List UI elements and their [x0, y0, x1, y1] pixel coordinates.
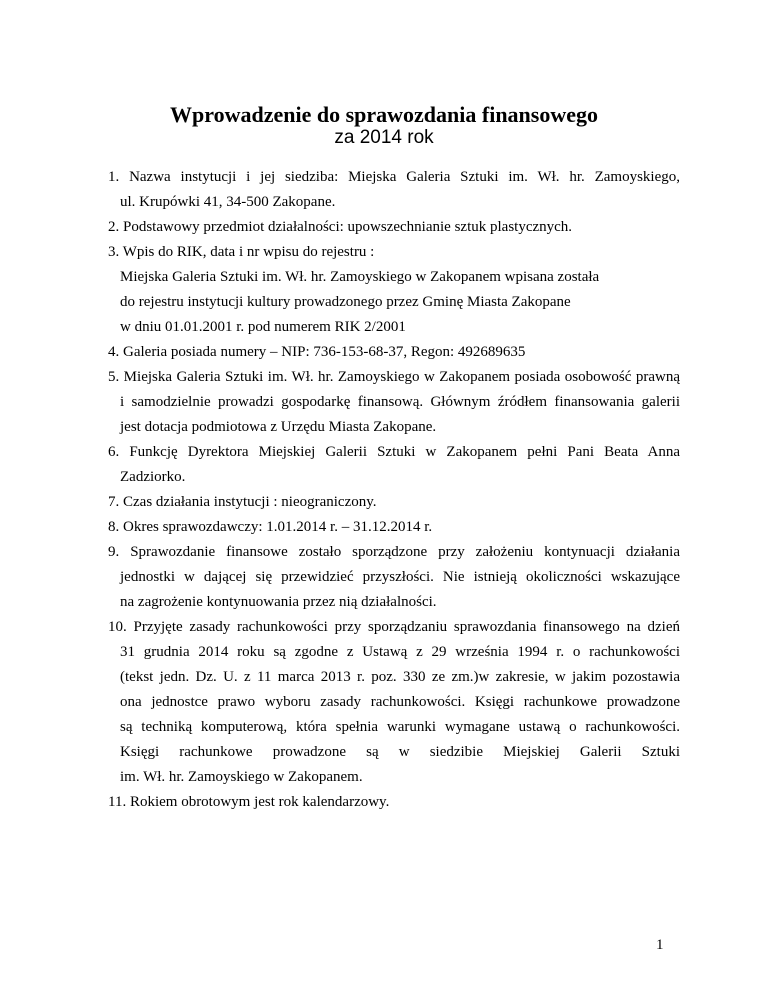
list-item — [108, 790, 680, 815]
list-item-line: 1. Nazwa instytucji i jej siedziba: Miejska Galeria Sztuki im. Wł. hr. Zamoyskiego, — [108, 169, 680, 185]
list-item-line: 3. Wpis do RIK, data i nr wpisu do rejestru : — [108, 244, 375, 260]
list-item-line: im. Wł. hr. Zamoyskiego w Zakopanem. — [120, 769, 363, 785]
list-item-line: 31 grudnia 2014 roku są zgodne z Ustawą z 29 września 1994 r. o rachunkowości — [120, 644, 680, 660]
list-item-line: w dniu 01.01.2001 r. pod numerem RIK 2/2001 — [120, 319, 406, 335]
list-item-line: są techniką komputerową, która spełnia warunki wymagane ustawą o rachunkowości. — [120, 719, 680, 735]
list-item-line: na zagrożenie kontynuowania przez nią działalności. — [120, 594, 437, 610]
page-number: 1 — [656, 937, 664, 953]
list-item-line: Księgi rachunkowe prowadzone są w siedzibie Miejskiej Galerii Sztuki — [120, 744, 680, 760]
list-item-line: Zadziorko. — [120, 469, 186, 485]
list-item — [108, 615, 680, 790]
list-item — [108, 540, 680, 615]
list-item-line: i samodzielnie prowadzi gospodarkę finansową. Głównym źródłem finansowania galerii — [120, 394, 680, 410]
list-item-line: 5. Miejska Galeria Sztuki im. Wł. hr. Zamoyskiego w Zakopanem posiada osobowość prawną — [108, 369, 680, 385]
list-item-line: jednostki w dającej się przewidzieć przyszłości. Nie istnieją okoliczności wskazujące — [120, 569, 680, 585]
list-item-line: ul. Krupówki 41, 34-500 Zakopane. — [120, 194, 336, 210]
list-item — [108, 365, 680, 440]
list-item-line: 2. Podstawowy przedmiot działalności: upowszechnianie sztuk plastycznych. — [108, 219, 573, 235]
list-item-line: Miejska Galeria Sztuki im. Wł. hr. Zamoyskiego w Zakopanem wpisana została — [120, 269, 600, 285]
list-item — [108, 340, 680, 365]
list-item — [108, 240, 680, 340]
document-title: Wprowadzenie do sprawozdania finansowego — [169, 102, 599, 127]
list-item-line: jest dotacja podmiotowa z Urzędu Miasta Zakopane. — [120, 419, 437, 435]
list-item-line: 6. Funkcję Dyrektora Miejskiej Galerii Sztuki w Zakopanem pełni Pani Beata Anna — [108, 444, 680, 460]
list-item-line: (tekst jedn. Dz. U. z 11 marca 2013 r. poz. 330 ze zm.)w zakresie, w jakim pozostawia — [120, 669, 680, 685]
list-item-line: 9. Sprawozdanie finansowe zostało sporządzone przy założeniu kontynuacji działania — [108, 544, 680, 560]
list-item-line: 7. Czas działania instytucji : nieograniczony. — [108, 494, 377, 510]
document-subtitle: za 2014 rok — [334, 127, 434, 148]
list-item — [108, 490, 680, 515]
list-item-line: do rejestru instytucji kultury prowadzonego przez Gminę Miasta Zakopane — [120, 294, 571, 310]
list-item-line: 10. Przyjęte zasady rachunkowości przy sporządzaniu sprawozdania finansowego na dzień — [108, 619, 680, 635]
list-item-line: ona jednostce prawo wyboru zasady rachunkowości. Księgi rachunkowe prowadzone — [120, 694, 680, 710]
list-item-line: 4. Galeria posiada numery – NIP: 736-153-68-37, Regon: 492689635 — [108, 344, 526, 360]
list-item — [108, 165, 680, 215]
list-item — [108, 440, 680, 490]
list-item-line: 8. Okres sprawozdawczy: 1.01.2014 r. – 31.12.2014 r. — [108, 519, 433, 535]
list-item — [108, 215, 680, 240]
numbered-list — [108, 165, 680, 815]
list-item-line: 11. Rokiem obrotowym jest rok kalendarzowy. — [108, 794, 390, 810]
list-item — [108, 515, 680, 540]
